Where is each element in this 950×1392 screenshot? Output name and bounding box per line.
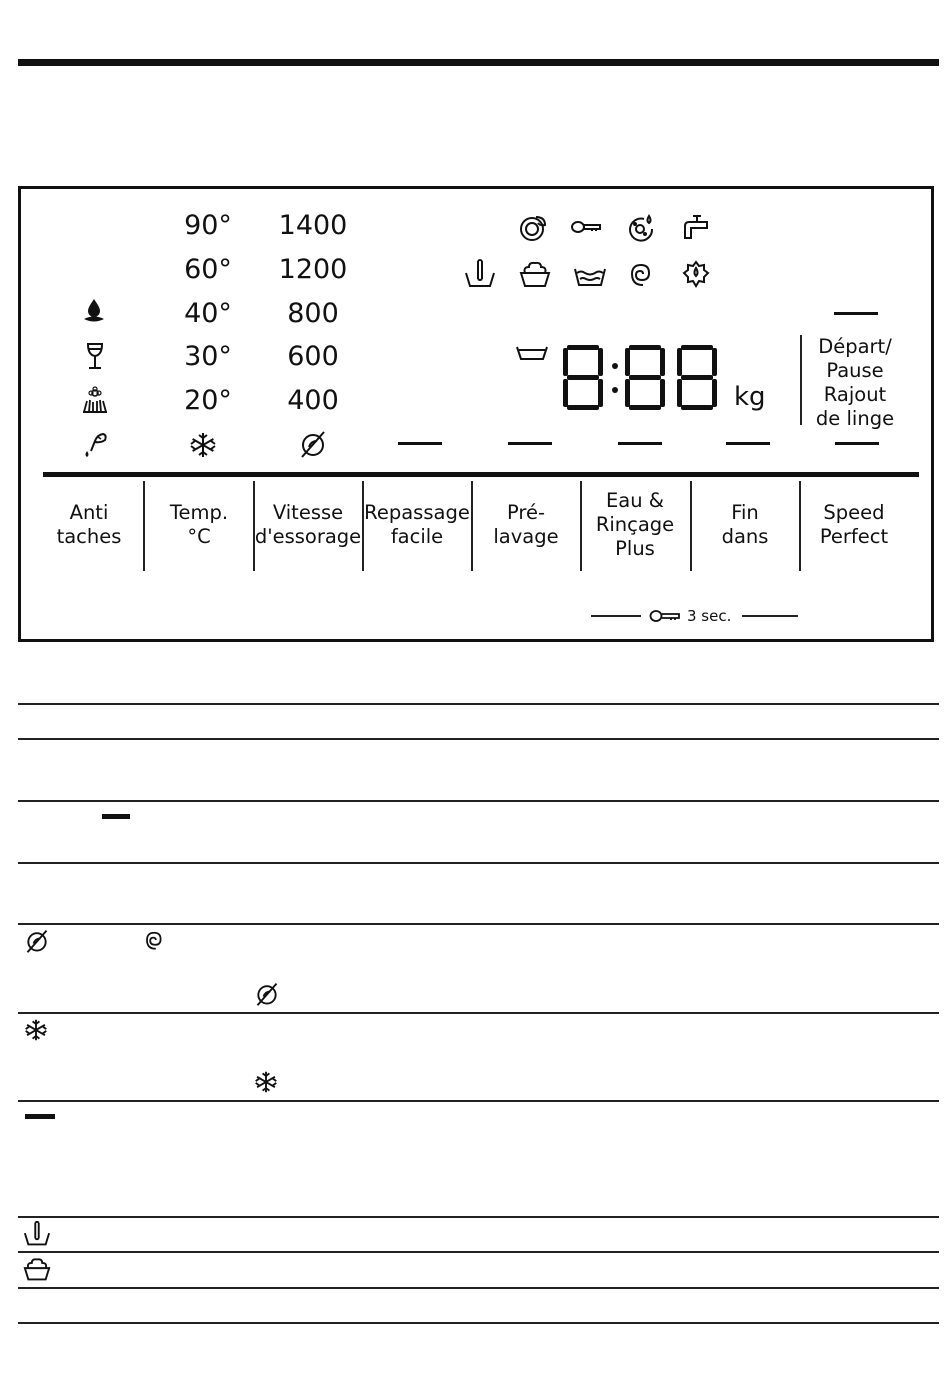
header-rule	[18, 59, 939, 66]
button-prelavage[interactable]: Pré- lavage	[493, 501, 559, 548]
table-rule	[18, 1012, 939, 1014]
spin-400: 400	[287, 385, 339, 416]
dash-indicator-icon	[102, 814, 130, 819]
temp-40: 40°	[184, 298, 232, 329]
main-wash-icon	[519, 259, 551, 289]
button-anti-taches[interactable]: Anti taches	[56, 501, 122, 548]
weight-unit: kg	[734, 382, 766, 412]
start-pause-label: Départ/ Pause Rajout de linge	[815, 335, 895, 430]
panel-divider	[43, 472, 919, 477]
prewash-tub-icon	[464, 259, 496, 289]
spin-icon	[143, 928, 167, 952]
table-rule	[18, 703, 939, 705]
table-rule	[18, 738, 939, 740]
key-lock-icon	[649, 607, 681, 625]
prewash-tub-icon	[23, 1221, 51, 1247]
main-wash-icon	[23, 1256, 51, 1282]
table-rule	[18, 1251, 939, 1253]
table-rule	[18, 923, 939, 925]
temp-60: 60°	[184, 254, 232, 285]
button-vitesse-essorage[interactable]: Vitesse d'essorage	[254, 501, 362, 548]
rinse-icon	[573, 261, 607, 289]
indicator-prelavage	[508, 442, 552, 445]
table-rule	[18, 800, 939, 802]
lock-hint-text: 3 sec.	[687, 607, 732, 625]
spin-1200: 1200	[278, 254, 348, 285]
control-panel	[18, 186, 934, 642]
button-speed-perfect[interactable]: Speed Perfect	[819, 501, 889, 548]
spin-800: 800	[287, 298, 339, 329]
drop-stain-icon	[81, 297, 107, 325]
indicator-repassage	[398, 442, 442, 445]
start-indicator	[834, 312, 878, 315]
key-lock-icon	[570, 217, 602, 237]
drum-water-icon	[626, 213, 656, 243]
indicator-speed	[835, 442, 879, 445]
indicator-eau	[618, 442, 662, 445]
table-rule	[18, 1216, 939, 1218]
snowflake-icon	[254, 1070, 278, 1094]
lock-hint-line-left	[591, 615, 641, 617]
sauce-drip-icon	[81, 429, 109, 459]
indicator-fin	[726, 442, 770, 445]
water-tap-icon	[681, 213, 711, 241]
temp-90: 90°	[184, 210, 232, 241]
table-rule	[18, 1322, 939, 1324]
button-temp[interactable]: Temp. °C	[169, 501, 229, 548]
wine-glass-icon	[84, 342, 106, 370]
softener-icon	[681, 259, 711, 289]
grass-flower-icon	[81, 386, 109, 414]
spin-600: 600	[287, 341, 339, 372]
spin-icon	[627, 259, 657, 289]
button-eau-rincage-plus[interactable]: Eau & Rinçage Plus	[595, 489, 675, 560]
table-rule	[18, 1100, 939, 1102]
temp-30: 30°	[184, 341, 232, 372]
wash-basin-icon	[515, 345, 549, 361]
button-repassage-facile[interactable]: Repassage facile	[364, 501, 470, 548]
drum-clean-icon	[518, 213, 548, 243]
time-display	[563, 345, 743, 411]
dash-indicator-icon	[25, 1114, 55, 1119]
table-rule	[18, 1287, 939, 1289]
no-spin-icon	[254, 981, 280, 1007]
lock-hint-line-right	[742, 615, 798, 617]
temp-20: 20°	[184, 385, 232, 416]
no-spin-icon	[24, 928, 50, 954]
spin-1400: 1400	[278, 210, 348, 241]
snowflake-icon	[24, 1018, 48, 1042]
no-spin-icon	[298, 429, 328, 459]
snowflake-icon	[189, 431, 217, 459]
table-rule	[18, 862, 939, 864]
button-fin-dans[interactable]: Fin dans	[721, 501, 769, 548]
